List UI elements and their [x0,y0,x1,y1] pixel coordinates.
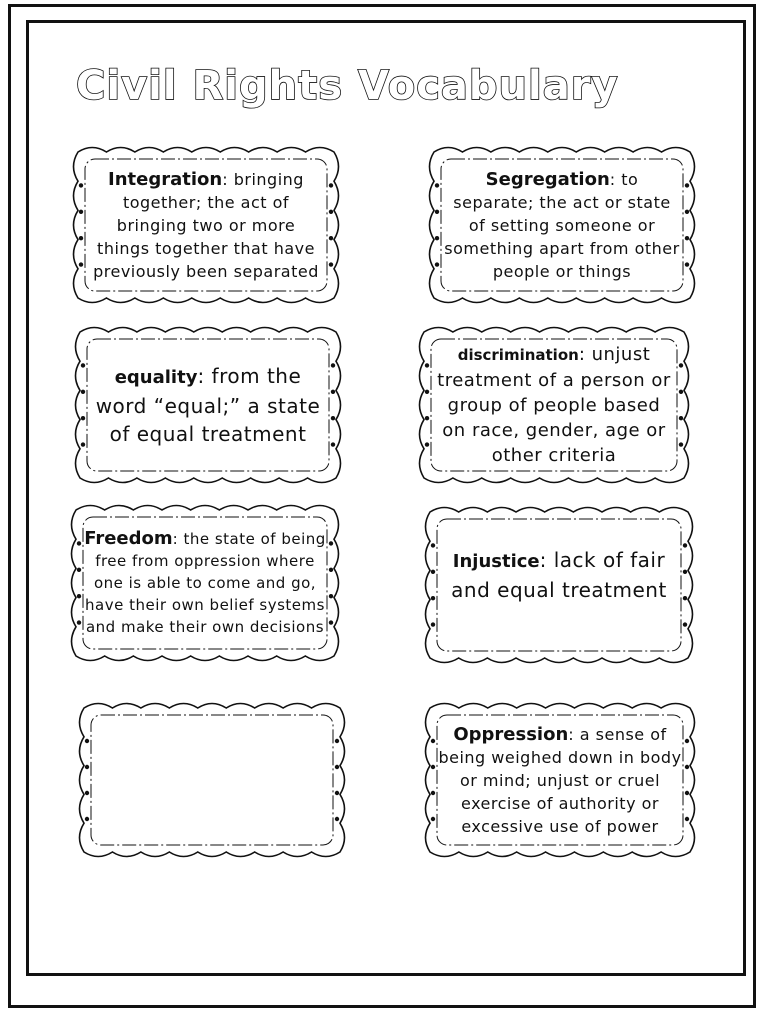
vocab-term: Injustice [452,551,540,572]
frame-dot [79,262,83,266]
frame-dot [685,183,689,187]
frame-dot [683,596,687,600]
term-separator: : [609,169,616,189]
frame-dot [685,236,689,240]
vocab-card-injustice [422,504,696,666]
vocab-definition: unjust treatment of a person or group of people based on race, gender, age or other criteria [437,344,671,466]
frame-dot [329,262,333,266]
frame-dot [85,739,89,743]
frame-dot [683,570,687,574]
frame-dot [685,262,689,266]
frame-dot [435,262,439,266]
frame-dot [683,543,687,547]
frame-dot [679,416,683,420]
vocab-definition: lack of fair and equal treatment [451,548,667,602]
frame-dot [335,791,339,795]
frame-dot [685,210,689,214]
card-text [434,324,674,486]
vocab-term: discrimination [457,346,579,364]
frame-dot [335,765,339,769]
vocab-definition: from the word “equal;” a state of equal treatment [95,364,321,446]
vocab-card-freedom [68,502,342,664]
frame-dot [329,183,333,187]
frame-dot [435,236,439,240]
card-text [432,700,688,860]
frame-dot [79,183,83,187]
frame-dot [679,363,683,367]
vocab-card-oppression [422,700,698,860]
frame-dot [329,236,333,240]
term-separator: : [578,344,586,365]
card-text [444,144,680,306]
frame-dot [331,442,335,446]
frame-dot [335,817,339,821]
vocab-term: Oppression [453,723,569,745]
vocab-definition: bringing together; the act of bringing two or more things together that have previously been separated [93,169,319,281]
frame-dot [425,363,429,367]
vocab-term: Segregation [485,168,610,190]
frame-dot [425,442,429,446]
card-text [78,502,332,664]
frame-dot [81,416,85,420]
frame-dot [85,765,89,769]
frame-dot [679,390,683,394]
vocab-term: Freedom [84,528,173,549]
vocab-term: equality [114,367,198,388]
frame-dot [683,622,687,626]
card-text [440,504,678,666]
card-text [90,324,326,486]
vocab-card-blank [76,700,348,860]
frame-dot [331,390,335,394]
frame-dot [85,791,89,795]
vocab-card-segregation [426,144,698,306]
vocab-card-equality [72,324,344,486]
vocab-definition: a sense of being weighed down in body or mind; unjust or cruel exercise of authority or excessive use of power [438,724,682,836]
term-separator: : [197,364,205,388]
frame-dot [431,570,435,574]
frame-dot [331,363,335,367]
vocab-definition: to separate; the act or state of setting someone or something apart from other people or things [444,169,680,281]
frame-dot [331,416,335,420]
vocab-definition: the state of being free from oppression where one is able to come and go, have their own belief systems and make their own decisions [85,530,326,636]
frame-dot [431,596,435,600]
vocab-card-integration [70,144,342,306]
frame-dot [81,390,85,394]
frame-dot [79,210,83,214]
frame-dot [329,210,333,214]
term-separator: : [539,548,547,572]
frame-dot [81,442,85,446]
term-separator: : [568,724,575,744]
frame-dot [79,236,83,240]
vocab-term: Integration [108,168,223,190]
frame-dot [431,622,435,626]
term-separator: : [172,530,179,548]
card-text [94,700,330,860]
frame-dot [425,416,429,420]
frame-dot [431,543,435,547]
frame-dot [435,183,439,187]
frame-dot [335,739,339,743]
page-title: Civil Rights Vocabulary [76,63,619,109]
term-separator: : [222,169,229,189]
card-text [88,144,324,306]
frame-dot [425,390,429,394]
frame-dot [85,817,89,821]
frame-dot [81,363,85,367]
vocab-card-discrimination [416,324,692,486]
frame-dot [435,210,439,214]
frame-dot [679,442,683,446]
